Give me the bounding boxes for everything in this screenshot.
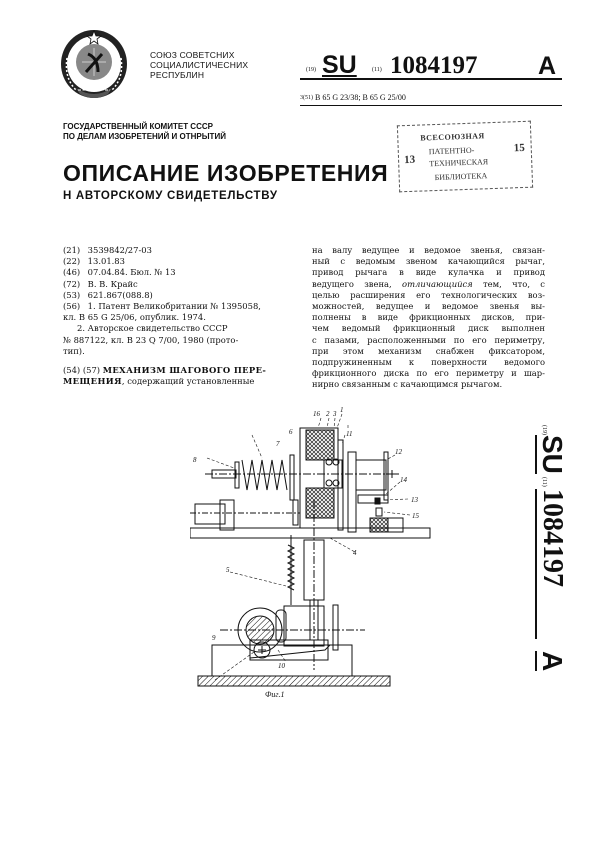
- reference-line: тип).: [63, 345, 85, 356]
- part-label: 5: [226, 566, 230, 574]
- claim-line: чем ведомый фрикционный диск выполнен: [312, 323, 545, 334]
- claim-line: при этом механизм снабжен фиксатором,: [312, 345, 545, 356]
- part-label: 15: [412, 512, 419, 520]
- country-code-label: (19): [306, 67, 316, 73]
- friction-disk-upper: [306, 430, 334, 460]
- part-label: 11: [346, 430, 353, 438]
- ipc-classification: [300, 93, 562, 106]
- claim-line: полнены в виде фрикционных дисков, при-: [312, 312, 545, 323]
- biblio-field: (72) В. В. Крайс: [63, 278, 138, 289]
- kind-code: A: [537, 52, 556, 80]
- stamp-line: ВСЕСОЮЗНАЯ: [420, 131, 485, 143]
- claim-line: можностей, ведущее и ведомое звенья вы-: [312, 301, 545, 312]
- ussr-emblem-icon: [58, 28, 130, 102]
- stamp-mark-left: 13: [403, 153, 416, 167]
- document-title: ОПИСАНИЕ ИЗОБРЕТЕНИЯ: [63, 160, 389, 186]
- biblio-field: (21) 3539842/27-03: [63, 245, 152, 255]
- patent-number-block: [300, 48, 562, 80]
- biblio-field: (46) 07.04.84. Бюл. № 13: [63, 267, 176, 278]
- claim-italic-phrase: отличающийся: [402, 278, 473, 289]
- claim-text: [312, 245, 545, 391]
- part-label: 1: [340, 406, 344, 414]
- stamp-mark-right: 15: [513, 141, 525, 155]
- floor-hatch: [198, 676, 390, 686]
- claim-line: с пазами, расположенными по его периметру,: [312, 334, 545, 345]
- friction-disk-lower: [306, 488, 334, 518]
- figure-caption: Фиг.1: [265, 690, 285, 699]
- biblio-field: (53) 621.867(088.8): [63, 289, 153, 300]
- stamp-line: ПАТЕНТНО-: [428, 145, 475, 157]
- part-label: 13: [411, 496, 418, 504]
- side-number-code-label: (11): [541, 477, 547, 487]
- reference-line: кл. B 65 G 25/06, опублик. 1974.: [63, 312, 206, 323]
- biblio-field: (22) 13.01.83: [63, 256, 125, 267]
- committee-name: [63, 122, 226, 142]
- library-stamp: [397, 121, 533, 193]
- technical-drawing: [190, 400, 440, 690]
- stamp-line: БИБЛИОТЕКА: [434, 171, 488, 183]
- reference-line: 2. Авторское свидетельство СССР: [77, 323, 228, 334]
- stamp-line: ТЕХНИЧЕСКАЯ: [429, 157, 489, 169]
- part-label: 9: [212, 634, 216, 642]
- document-subtitle: Н АВТОРСКОМУ СВИДЕТЕЛЬСТВУ: [63, 190, 278, 202]
- ipc-value: B 65 G 23/38; B 65 G 25/00: [315, 93, 406, 102]
- claim-line: на валу ведущее и ведомое звенья, связан-: [312, 245, 545, 255]
- number-code-label: (11): [372, 67, 382, 73]
- biblio-field: (56) 1. Патент Великобритании № 1395058,: [63, 301, 261, 312]
- claim-line: ный с ведомым звеном качающийся рычаг,: [312, 256, 545, 267]
- reference-line: № 887122, кл. B 23 Q 7/00, 1980 (прото-: [63, 334, 239, 345]
- part-label: 4: [353, 549, 357, 557]
- claim-line: нирно связанным с качающимся рычагом.: [312, 379, 503, 390]
- claim-line: ведущего звена, отличающийся тем, что, с: [312, 278, 545, 289]
- committee-line: ПО ДЕЛАМ ИЗОБРЕТЕНИЙ И ОТНРЫТИЙ: [63, 132, 226, 141]
- part-label: 7: [276, 440, 280, 448]
- committee-line: ГОСУДАРСТВЕННЫЙ КОМИТЕТ СССР: [63, 122, 213, 131]
- union-name: [150, 50, 248, 80]
- claim-line: фрикционного диска по его периметру и шар-: [312, 368, 545, 379]
- claim-line: привод рычага в виде кулачка и привод: [312, 267, 545, 278]
- side-patent-number-value: 1084197: [535, 489, 567, 639]
- bibliographic-data: [63, 245, 298, 387]
- invention-title-line: (54) (57) МЕХАНИЗМ ШАГОВОГО ПЕРЕ-: [63, 365, 267, 376]
- patent-number: 1084197: [390, 52, 478, 79]
- part-label: 12: [395, 448, 402, 456]
- invention-title-line: МЕЩЕНИЯ, содержащий установленные: [63, 376, 255, 387]
- side-country-code-label: (19): [541, 425, 547, 435]
- part-label: 6: [289, 428, 293, 436]
- union-line: СОЦИАЛИСТИЧЕСНИХ: [150, 60, 249, 70]
- union-line: СОЮЗ СОВЕТСНИХ: [150, 50, 235, 60]
- part-label: 8: [193, 456, 197, 464]
- claim-line: подпружиненным к поверхности ведомого: [312, 357, 545, 368]
- country-code: SU: [322, 51, 357, 79]
- part-label: 3: [333, 410, 337, 418]
- column: [348, 452, 356, 532]
- side-patent-number: [531, 425, 591, 685]
- ipc-code-label: 3(51): [300, 95, 313, 101]
- part-label: 16: [313, 410, 320, 418]
- spring-7: [242, 460, 287, 490]
- union-line: РЕСПУБЛИН: [150, 70, 205, 80]
- claim-line: целью расширения его технологических воз-: [312, 289, 545, 300]
- side-kind-code: A: [537, 651, 568, 672]
- part-label: 2: [326, 410, 330, 418]
- part-label: 14: [400, 476, 407, 484]
- state-emblem: [58, 28, 130, 102]
- mechanism-figure: [190, 400, 440, 690]
- part-label: 10: [278, 662, 285, 670]
- side-country-code: SU: [537, 435, 568, 474]
